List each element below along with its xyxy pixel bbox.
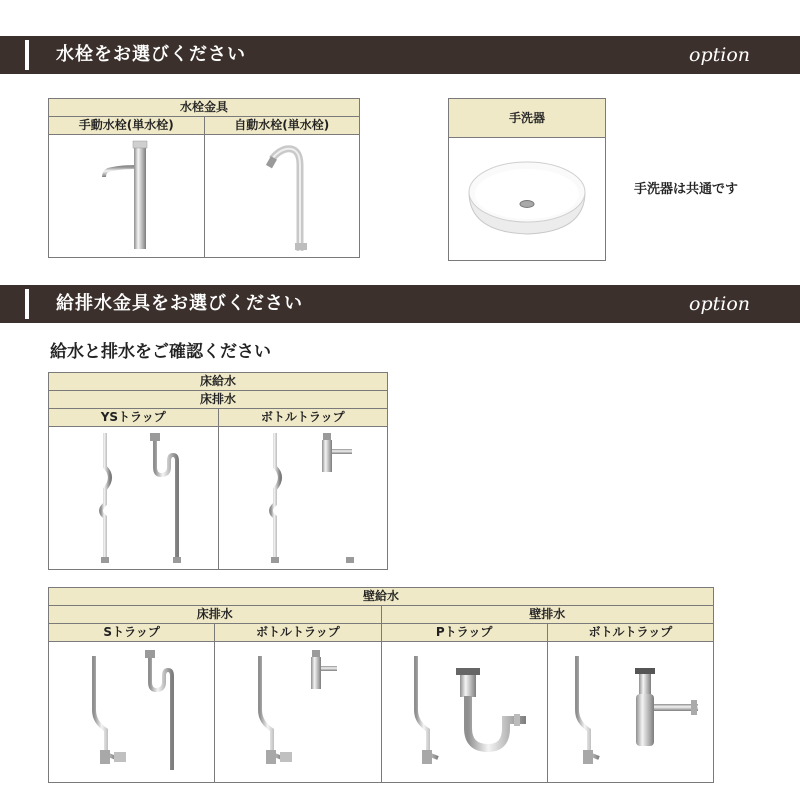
wall-floor-drain-label: 床排水 bbox=[49, 606, 382, 624]
faucet-section-title: 水栓をお選びください bbox=[56, 44, 246, 65]
plumbing-section-title: 給排水金具をお選びください bbox=[56, 293, 303, 314]
bottle-trap-wall-cell[interactable] bbox=[547, 642, 713, 783]
plumbing-section-banner bbox=[0, 285, 800, 323]
bottle-trap-wall-icon bbox=[555, 646, 705, 778]
s-trap-label: Sトラップ bbox=[49, 624, 215, 642]
auto-faucet-label: 自動水栓(単水栓) bbox=[204, 117, 360, 135]
basin-table-header: 手洗器 bbox=[449, 99, 606, 138]
faucet-option-label: option bbox=[689, 44, 750, 66]
p-trap-icon bbox=[394, 646, 534, 778]
ys-trap-label: YSトラップ bbox=[49, 409, 219, 427]
basin-icon bbox=[457, 144, 597, 254]
basin-note: 手洗器は共通です bbox=[634, 182, 739, 197]
plumbing-option-label: option bbox=[689, 293, 750, 315]
bottle-trap-wall-floor-icon bbox=[238, 646, 358, 778]
floor-supply-label: 床給水 bbox=[49, 373, 388, 391]
floor-supply-table bbox=[48, 372, 388, 570]
manual-faucet-label: 手動水栓(単水栓) bbox=[49, 117, 205, 135]
basin-cell[interactable] bbox=[449, 138, 606, 261]
auto-faucet-icon bbox=[242, 137, 322, 255]
wall-drain-label: 壁排水 bbox=[381, 606, 714, 624]
banner-accent-bar bbox=[25, 40, 29, 70]
wall-supply-label: 壁給水 bbox=[49, 588, 714, 606]
faucet-table bbox=[48, 98, 360, 258]
s-trap-cell[interactable] bbox=[49, 642, 215, 783]
manual-faucet-cell[interactable] bbox=[49, 135, 205, 258]
ys-trap-cell[interactable] bbox=[49, 427, 219, 570]
faucet-section-banner bbox=[0, 36, 800, 74]
confirm-heading: 給水と排水をご確認ください bbox=[50, 342, 271, 362]
bottle-trap-label-2: ボトルトラップ bbox=[547, 624, 713, 642]
faucet-table-header: 水栓金具 bbox=[49, 99, 360, 117]
bottle-trap-floor-icon bbox=[243, 429, 363, 567]
manual-faucet-icon bbox=[86, 137, 166, 255]
floor-drain-label: 床排水 bbox=[49, 391, 388, 409]
p-trap-cell[interactable] bbox=[381, 642, 547, 783]
basin-table bbox=[448, 98, 606, 261]
bottle-trap-wall-floor-cell[interactable] bbox=[215, 642, 381, 783]
p-trap-label: Pトラップ bbox=[381, 624, 547, 642]
bottle-trap-label: ボトルトラップ bbox=[218, 409, 388, 427]
s-trap-icon bbox=[72, 646, 192, 778]
auto-faucet-cell[interactable] bbox=[204, 135, 360, 258]
banner-accent-bar bbox=[25, 289, 29, 319]
bottle-trap-floor-cell[interactable] bbox=[218, 427, 388, 570]
bottle-trap-label-1: ボトルトラップ bbox=[215, 624, 381, 642]
wall-supply-table bbox=[48, 587, 714, 783]
ys-trap-icon bbox=[73, 429, 193, 567]
